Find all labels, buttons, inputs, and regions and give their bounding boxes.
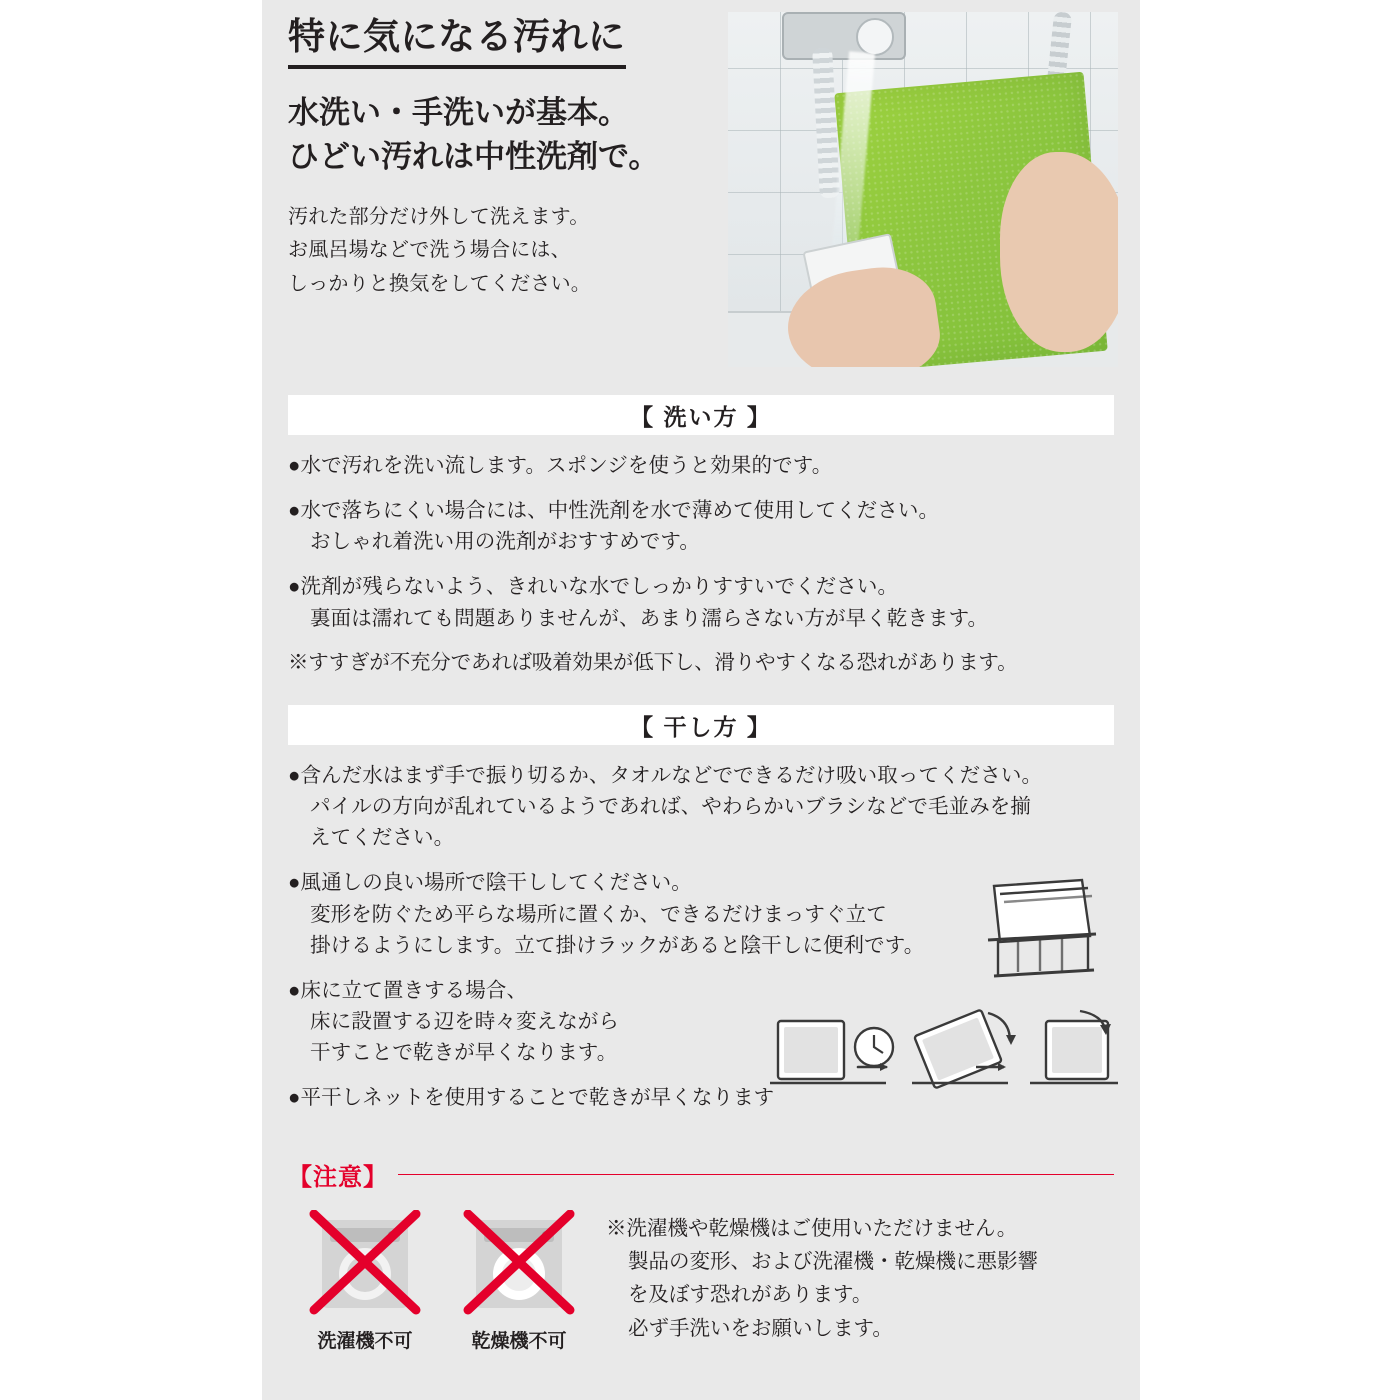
caution-body [288, 1210, 1114, 1353]
prohibition-item-dryer [454, 1210, 584, 1353]
bullet-line-1: ●水で汚れを洗い流します。スポンジを使うと効果的です。 [288, 454, 833, 477]
caution-text-line-4: 必ず手洗いをお願いします。 [628, 1316, 893, 1340]
bullet-line-2: パイルの方向が乱れているようであれば、やわらかいブラシなどで毛並みを揃 [310, 795, 1031, 819]
standing-rack-icon [970, 872, 1118, 994]
bullet-line-2: おしゃれ着洗い用の洗剤がおすすめです。 [310, 530, 700, 554]
washing-photo [728, 12, 1118, 367]
caution-text-line-1: ※洗濯機や乾燥機はご使用いただけません。 [606, 1217, 1018, 1240]
caution-section [288, 1157, 1114, 1353]
list-item [288, 495, 1114, 557]
caution-text-line-3: を及ぼす恐れがあります。 [628, 1283, 873, 1307]
section-bar-drying-label: 【 干し方 】 [630, 713, 772, 740]
icon-caption: 洗濯機不可 [317, 1331, 413, 1352]
bullet-line-3: えてください。 [310, 826, 455, 850]
photo-faucet-knob [856, 18, 894, 56]
caution-label: 【注意】 [288, 1164, 388, 1191]
washing-instructions [288, 450, 1114, 679]
caution-text-line-2: 製品の変形、および洗濯機・乾燥機に悪影響 [628, 1250, 1038, 1274]
section-bar-washing [288, 395, 1114, 435]
subtitle-line-2: ひどい汚れは中性洗剤で。 [288, 138, 660, 174]
dryer-prohibited-icon [454, 1210, 584, 1318]
bullet-line-1: ●平干しネットを使用することで乾きが早くなります [288, 1086, 775, 1110]
list-item [288, 450, 1114, 481]
page-title: 特に気になる汚れに [288, 16, 626, 69]
subtitle-line-1: 水洗い・手洗いが基本。 [288, 94, 629, 130]
caution-header [288, 1157, 1114, 1192]
bullet-line-3: 干すことで乾きが早くなります。 [310, 1041, 618, 1065]
bullet-line-3: 掛けるようにします。立て掛けラックがあると陰干しに便利です。 [310, 933, 925, 957]
caution-text [606, 1210, 1038, 1353]
list-item [288, 760, 1114, 853]
section-bar-drying [288, 705, 1114, 745]
list-item [288, 571, 1114, 633]
bullet-line-1: ●水で落ちにくい場合には、中性洗剤を水で薄めて使用してください。 [288, 499, 940, 523]
lead-line-1: 汚れた部分だけ外して洗えます。 [288, 205, 590, 228]
caution-divider [398, 1174, 1114, 1175]
rotate-drying-icon [762, 1005, 1120, 1101]
subtitle [288, 91, 708, 179]
lead-text [288, 201, 708, 302]
bullet-line-1: ●含んだ水はまず手で振り切るか、タオルなどでできるだけ吸い取ってください。 [288, 764, 1043, 787]
bullet-line-2: 床に設置する辺を時々変えながら [310, 1010, 619, 1034]
washing-machine-prohibited-icon [300, 1210, 430, 1318]
instruction-sheet [262, 0, 1140, 1400]
washing-note: ※すすぎが不充分であれば吸着効果が低下し、滑りやすくなる恐れがあります。 [288, 650, 1018, 674]
prohibition-icons [288, 1210, 584, 1353]
icon-caption: 乾燥機不可 [471, 1331, 567, 1352]
header-block [288, 16, 708, 301]
bullet-line-1: ●洗剤が残らないよう、きれいな水でしっかりすすいでください。 [288, 575, 899, 599]
bullet-line-1: ●床に立て置きする場合、 [288, 978, 528, 1002]
bullet-line-2: 裏面は濡れても問題ありませんが、あまり濡らさない方が早く乾きます。 [310, 606, 989, 630]
bullet-line-2: 変形を防ぐため平らな場所に置くか、できるだけまっすぐ立て [310, 902, 887, 926]
section-bar-washing-label: 【 洗い方 】 [630, 403, 772, 430]
sheet-inner [280, 0, 1122, 1400]
lead-line-3: しっかりと換気をしてください。 [288, 272, 591, 295]
bullet-line-1: ●風通しの良い場所で陰干ししてください。 [288, 871, 692, 895]
prohibition-item-washer [300, 1210, 430, 1353]
lead-line-2: お風呂場などで洗う場合には、 [288, 239, 571, 262]
photo-right-hand [1000, 152, 1118, 352]
